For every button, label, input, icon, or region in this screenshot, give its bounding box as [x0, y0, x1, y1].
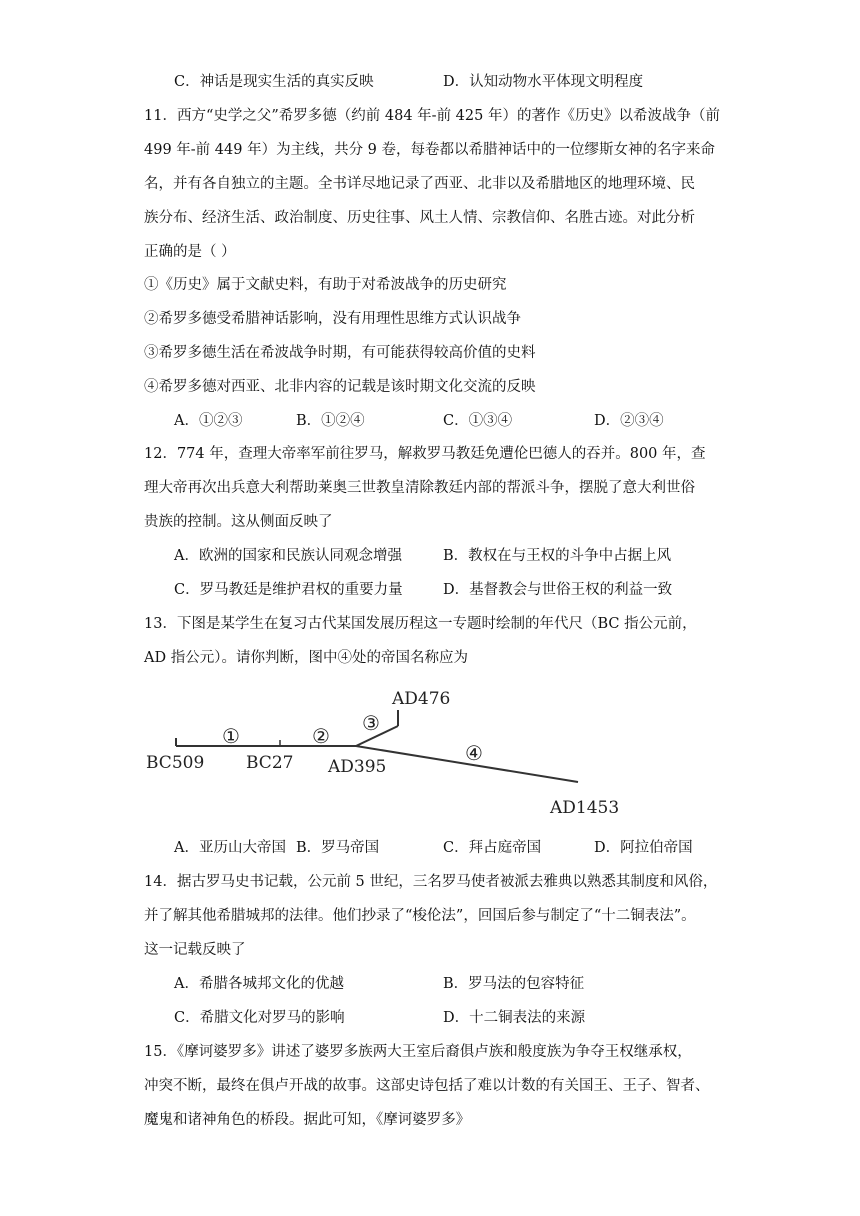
q14-stem-line-1: 14．据古罗马史书记载，公元前 5 世纪，三名罗马使者被派去雅典以熟悉其制度和风俗，: [144, 874, 718, 890]
label-bc27: BC27: [246, 753, 294, 773]
q14-option-c: C．希腊文化对罗马的影响: [174, 1010, 345, 1026]
label-ad1453: AD1453: [550, 798, 620, 818]
q11-stem-line-1: 11．西方“史学之父”希罗多德（约前 484 年-前 425 年）的著作《历史》以希波战争（前: [144, 108, 720, 124]
q11-item-2: ②希罗多德受希腊神话影响，没有用理性思维方式认识战争: [144, 311, 521, 327]
q12-option-b: B．教权在与王权的斗争中占据上风: [443, 548, 672, 564]
q15-stem-line-2: 冲突不断，最终在俱卢开战的故事。这部史诗包括了难以计数的有关国王、王子、智者、: [144, 1078, 710, 1094]
q11-stem-line-3: 名，并有各自独立的主题。全书详尽地记录了西亚、北非以及希腊地区的地理环境、民: [144, 176, 695, 192]
q11-stem-line-5: 正确的是（ ）: [144, 244, 236, 260]
q11-option-d: D．②③④: [594, 413, 664, 429]
q12-option-d: D．基督教会与世俗王权的利益一致: [443, 582, 673, 598]
q11-item-1: ①《历史》属于文献史料，有助于对希波战争的历史研究: [144, 277, 507, 293]
timeline-diagram: [140, 682, 660, 822]
q11-stem-line-2: 499 年-前 449 年）为主线，共分 9 卷，每卷都以希腊神话中的一位缪斯女神的名字来命: [144, 142, 716, 158]
label-ad395: AD395: [328, 757, 387, 777]
q14-option-a: A．希腊各城邦文化的优越: [174, 976, 344, 992]
q14-option-b: B．罗马法的包容特征: [443, 976, 585, 992]
q14-stem-line-3: 这一记载反映了: [144, 942, 246, 958]
marker-1: ①: [222, 724, 240, 748]
q13-stem-line-1: 13．下图是某学生在复习古代某国发展历程这一专题时绘制的年代尺（BC 指公元前，: [144, 616, 697, 632]
q13-stem-line-2: AD 指公元）。请你判断，图中④处的帝国名称应为: [144, 650, 468, 666]
label-bc509: BC509: [146, 753, 205, 773]
q10-option-d: D．认知动物水平体现文明程度: [443, 74, 644, 90]
q12-stem-line-1: 12．774 年，查理大帝率军前往罗马，解救罗马教廷免遭伦巴德人的吞并。800 年，查: [144, 446, 706, 462]
label-ad476: AD476: [392, 689, 451, 709]
q11-stem-line-4: 族分布、经济生活、政治制度、历史往事、风土人情、宗教信仰、名胜古迹。对此分析: [144, 210, 695, 226]
q11-option-b: B．①②④: [296, 413, 365, 429]
q10-option-c: C．神话是现实生活的真实反映: [174, 74, 374, 90]
q11-option-c: C．①③④: [443, 413, 513, 429]
marker-3: ③: [362, 711, 380, 735]
q12-option-c: C．罗马教廷是维护君权的重要力量: [174, 582, 403, 598]
marker-2: ②: [312, 724, 330, 748]
q14-option-d: D．十二铜表法的来源: [443, 1010, 586, 1026]
q11-item-3: ③希罗多德生活在希波战争时期，有可能获得较高价值的史料: [144, 345, 536, 361]
q12-option-a: A．欧洲的国家和民族认同观念增强: [174, 548, 402, 564]
q14-stem-line-2: 并了解其他希腊城邦的法律。他们抄录了“梭伦法”，回国后参与制定了“十二铜表法”。: [144, 908, 696, 924]
q12-stem-line-2: 理大帝再次出兵意大利帮助莱奥三世教皇清除教廷内部的帮派斗争，摆脱了意大利世俗: [144, 480, 695, 496]
marker-4: ④: [465, 741, 483, 765]
q11-item-4: ④希罗多德对西亚、北非内容的记载是该时期文化交流的反映: [144, 379, 536, 395]
q13-option-a: A．亚历山大帝国: [174, 840, 286, 856]
q13-option-d: D．阿拉伯帝国: [594, 840, 693, 856]
q13-option-c: C．拜占庭帝国: [443, 840, 542, 856]
q11-option-a: A．①②③: [174, 413, 243, 429]
q15-stem-line-3: 魔鬼和诸神角色的桥段。据此可知，《摩诃婆罗多》: [144, 1112, 471, 1128]
q13-option-b: B．罗马帝国: [296, 840, 380, 856]
q12-stem-line-3: 贵族的控制。这从侧面反映了: [144, 514, 333, 530]
q15-stem-line-1: 15．《摩诃婆罗多》讲述了婆罗多族两大王室后裔俱卢族和般度族为争夺王权继承权，: [144, 1044, 692, 1060]
